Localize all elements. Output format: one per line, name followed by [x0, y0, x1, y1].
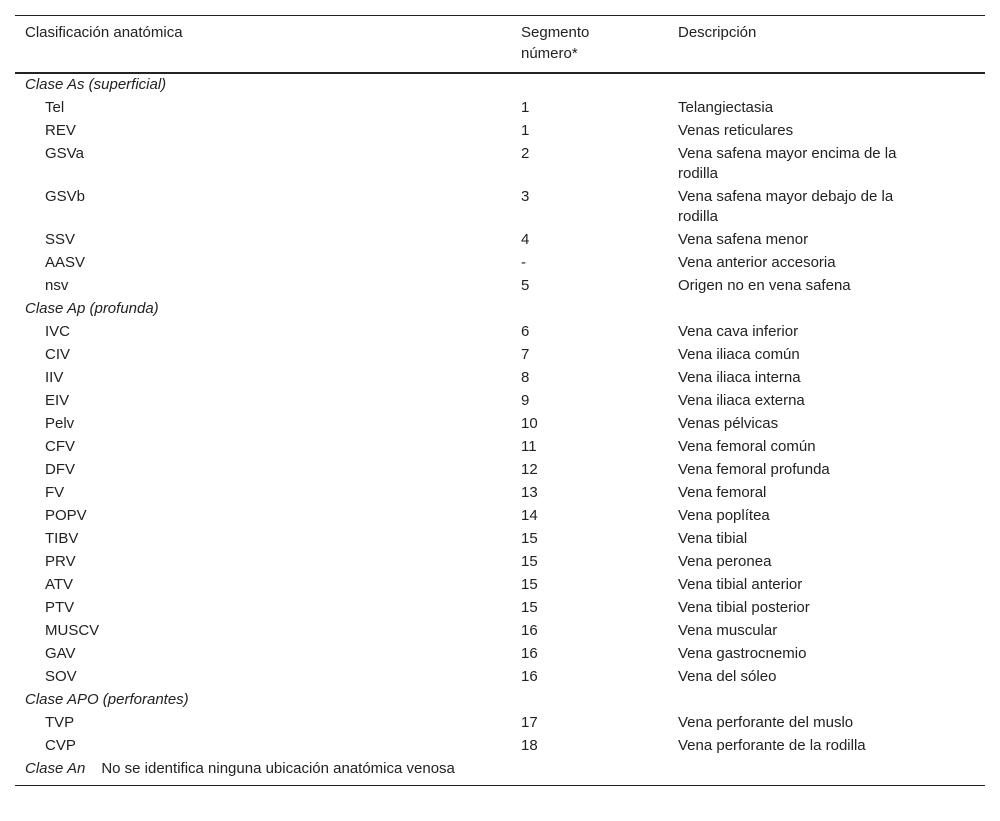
table-row	[15, 186, 985, 229]
vein-description: Vena muscular	[678, 622, 778, 639]
vein-code: PRV	[45, 553, 76, 570]
table-row	[15, 574, 985, 597]
segment-number: 15	[521, 530, 538, 547]
table-row	[15, 620, 985, 643]
vein-description: Telangiectasia	[678, 99, 774, 116]
segment-number: 16	[521, 668, 538, 685]
footer-cell	[15, 758, 511, 786]
footer-row	[15, 758, 985, 786]
vein-code: FV	[45, 484, 65, 501]
vein-description: Venas pélvicas	[678, 415, 779, 432]
table-row	[15, 528, 985, 551]
vein-code: GSVa	[45, 145, 84, 162]
segment-number: 16	[521, 622, 538, 639]
table-row	[15, 275, 985, 298]
table-row	[15, 229, 985, 252]
vein-code: DFV	[45, 461, 75, 478]
table-row	[15, 390, 985, 413]
vein-code: TVP	[45, 714, 75, 731]
segment-number: 1	[521, 122, 530, 139]
segment-number: 18	[521, 737, 538, 754]
footer-label: Clase An	[25, 760, 86, 777]
vein-description: Venas reticulares	[678, 122, 794, 139]
header-row	[15, 16, 985, 74]
vein-description: Vena perforante del muslo	[678, 714, 854, 731]
segment-number: 8	[521, 369, 530, 386]
segment-number: 5	[521, 277, 530, 294]
vein-description: Vena tibial posterior	[678, 599, 810, 616]
table-row	[15, 120, 985, 143]
header-segment-number: Segmento número*	[521, 24, 590, 62]
table-row	[15, 143, 985, 186]
vein-code: REV	[45, 122, 76, 139]
table-body	[15, 73, 985, 786]
vein-description: Vena gastrocnemio	[678, 645, 807, 662]
segment-number: 11	[521, 438, 537, 455]
footer-empty-description	[668, 758, 985, 786]
vein-description: Vena iliaca externa	[678, 392, 805, 409]
vein-description: Vena femoral común	[678, 438, 816, 455]
vein-description: Vena cava inferior	[678, 323, 799, 340]
segment-number: 4	[521, 231, 530, 248]
vein-code: Pelv	[45, 415, 75, 432]
vein-code: CIV	[45, 346, 71, 363]
vein-code: POPV	[45, 507, 87, 524]
table-row	[15, 459, 985, 482]
group-label: Clase APO (perforantes)	[25, 691, 189, 708]
table-row	[15, 712, 985, 735]
table-row	[15, 597, 985, 620]
vein-code: ATV	[45, 576, 74, 593]
anatomical-classification-table	[15, 15, 985, 786]
classification-table-container	[15, 15, 985, 786]
segment-number: -	[521, 254, 526, 271]
segment-number: 17	[521, 714, 538, 731]
vein-description: Vena femoral	[678, 484, 767, 501]
table-row	[15, 97, 985, 120]
vein-description: Vena tibial anterior	[678, 576, 803, 593]
vein-description: Vena peronea	[678, 553, 772, 570]
segment-number: 15	[521, 553, 538, 570]
group-label: Clase Ap (profunda)	[25, 300, 159, 317]
table-row	[15, 643, 985, 666]
vein-code: MUSCV	[45, 622, 100, 639]
table-row	[15, 505, 985, 528]
table-row	[15, 666, 985, 689]
vein-description: Vena del sóleo	[678, 668, 777, 685]
vein-description: Vena safena mayor encima de la rodilla	[678, 145, 897, 182]
segment-number: 1	[521, 99, 530, 116]
group-row	[15, 298, 985, 321]
segment-number: 10	[521, 415, 538, 432]
vein-description: Origen no en vena safena	[678, 277, 851, 294]
group-row	[15, 73, 985, 97]
footer-empty-segment	[511, 758, 668, 786]
table-row	[15, 735, 985, 758]
table-row	[15, 321, 985, 344]
table-row	[15, 551, 985, 574]
header-classification: Clasificación anatómica	[25, 24, 183, 41]
vein-description: Vena safena menor	[678, 231, 809, 248]
segment-number: 15	[521, 576, 538, 593]
vein-description: Vena safena mayor debajo de la rodilla	[678, 188, 894, 225]
segment-number: 6	[521, 323, 530, 340]
table-row	[15, 482, 985, 505]
vein-code: nsv	[45, 277, 69, 294]
vein-code: IVC	[45, 323, 71, 340]
vein-description: Vena poplítea	[678, 507, 770, 524]
vein-description: Vena anterior accesoria	[678, 254, 836, 271]
group-row	[15, 689, 985, 712]
vein-description: Vena iliaca común	[678, 346, 800, 363]
segment-number: 13	[521, 484, 538, 501]
segment-number: 9	[521, 392, 530, 409]
group-label: Clase As (superficial)	[25, 76, 167, 93]
header-description: Descripción	[678, 24, 757, 41]
vein-code: EIV	[45, 392, 70, 409]
vein-code: SSV	[45, 231, 76, 248]
table-header	[15, 16, 985, 74]
footer-text: No se identifica ninguna ubicación anatómica venosa	[101, 760, 455, 777]
vein-code: TIBV	[45, 530, 79, 547]
vein-code: AASV	[45, 254, 86, 271]
vein-description: Vena perforante de la rodilla	[678, 737, 866, 754]
table-row	[15, 344, 985, 367]
vein-code: IIV	[45, 369, 64, 386]
vein-code: SOV	[45, 668, 77, 685]
segment-number: 12	[521, 461, 538, 478]
vein-description: Vena iliaca interna	[678, 369, 801, 386]
vein-code: Tel	[45, 99, 65, 116]
segment-number: 16	[521, 645, 538, 662]
table-row	[15, 436, 985, 459]
segment-number: 3	[521, 188, 530, 205]
table-row	[15, 413, 985, 436]
vein-code: CVP	[45, 737, 76, 754]
segment-number: 7	[521, 346, 530, 363]
segment-number: 15	[521, 599, 538, 616]
vein-code: GSVb	[45, 188, 86, 205]
vein-code: CFV	[45, 438, 75, 455]
vein-description: Vena tibial	[678, 530, 748, 547]
segment-number: 14	[521, 507, 538, 524]
table-row	[15, 252, 985, 275]
vein-description: Vena femoral profunda	[678, 461, 830, 478]
vein-code: PTV	[45, 599, 75, 616]
segment-number: 2	[521, 145, 530, 162]
table-row	[15, 367, 985, 390]
vein-code: GAV	[45, 645, 76, 662]
